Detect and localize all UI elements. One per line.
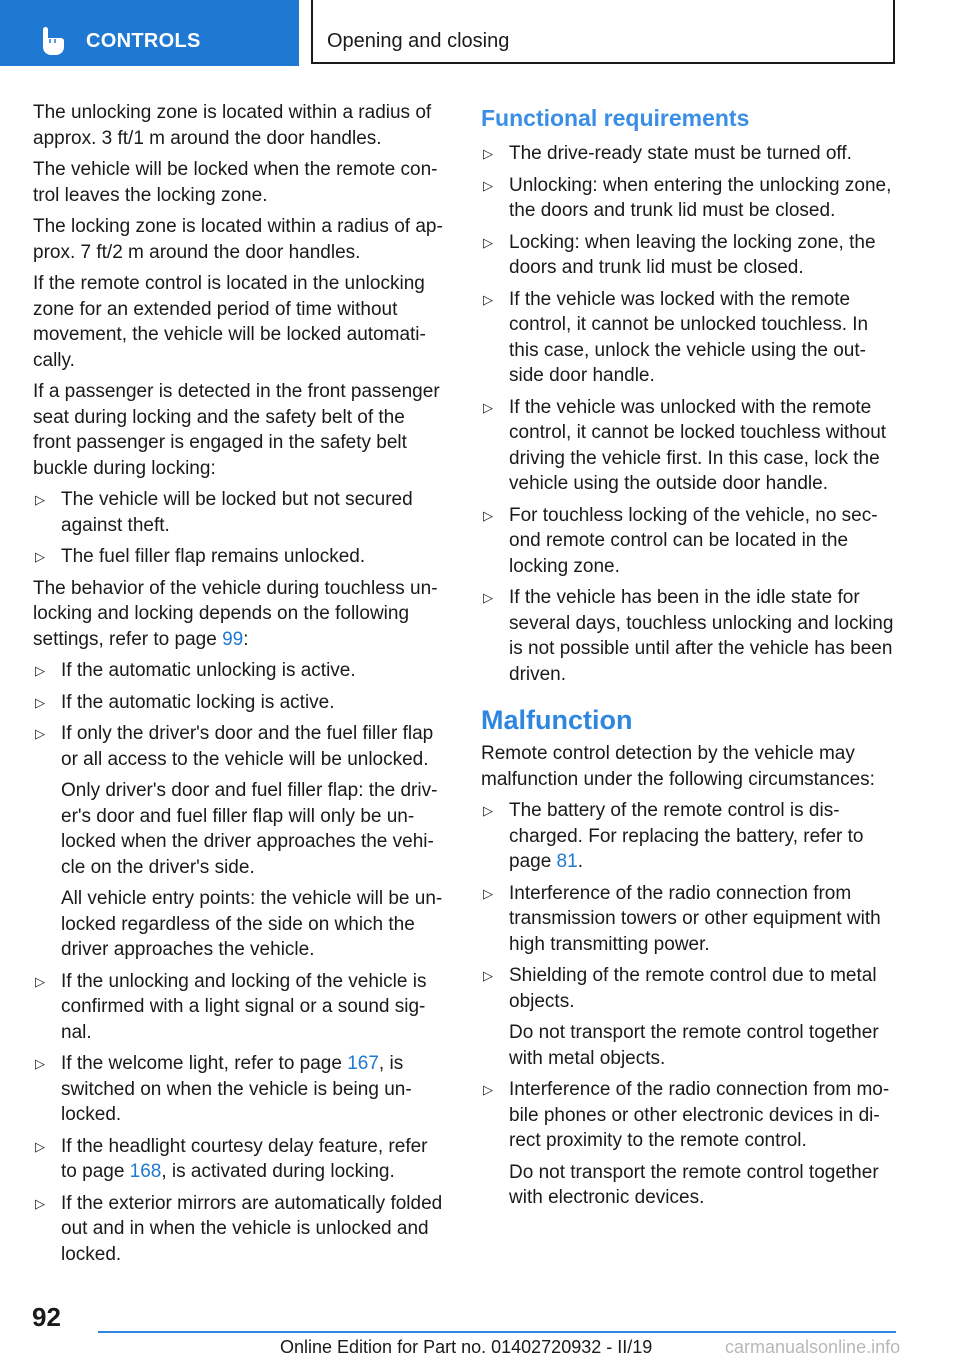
list-item-subtext: Only driver's door and fuel filler flap: the driv-er's door and fuel filler flap will only be un-locked when the driver approaches the vehi-cle on the driver's side. <box>61 780 438 878</box>
paragraph-text: The behavior of the vehicle during touchless un-locking and locking depends on the following settings, refer to page <box>33 577 438 650</box>
list-item <box>481 585 896 687</box>
page-link-99[interactable]: 99 <box>222 628 244 650</box>
list-item <box>481 173 896 224</box>
paragraph: Remote control detection by the vehicle may malfunction under the following circumstances: <box>481 743 875 790</box>
list-item-text: If the headlight courtesy delay feature, refer to page <box>61 1135 428 1182</box>
list-item <box>33 1191 445 1268</box>
triangle-bullet-icon: ▷ <box>35 549 45 564</box>
list-item-text: If the automatic unlocking is active. <box>61 660 356 681</box>
page-number: 92 <box>32 1302 61 1332</box>
list-item <box>33 658 445 684</box>
list-item <box>481 395 896 497</box>
triangle-bullet-icon: ▷ <box>35 1056 45 1071</box>
passenger-list <box>33 487 445 570</box>
hand-pointer-icon <box>40 27 64 55</box>
page-link-167[interactable]: 167 <box>347 1053 379 1074</box>
triangle-bullet-icon: ▷ <box>483 590 493 605</box>
triangle-bullet-icon: ▷ <box>483 146 493 161</box>
triangle-bullet-icon: ▷ <box>483 234 493 250</box>
list-item-subtext: Do not transport the remote control together with metal objects. <box>509 1022 879 1069</box>
edition-note: Online Edition for Part no. 01402720932 - II/19 <box>280 1337 653 1357</box>
triangle-bullet-icon: ▷ <box>35 694 45 710</box>
triangle-bullet-icon: ▷ <box>35 973 45 989</box>
functional-requirements-list <box>481 141 896 687</box>
watermark: carmanualsonline.info <box>725 1337 901 1357</box>
list-item-subtext: All vehicle entry points: the vehicle will be un-locked regardless of the side on which the driver approaches the vehicle. <box>61 888 443 960</box>
list-item-text: Interference of the radio connection from transmission towers or other equipment with high transmitting power. <box>509 882 881 955</box>
page-link-168[interactable]: 168 <box>129 1161 162 1182</box>
footer-rule <box>98 1331 896 1333</box>
malfunction-list <box>481 798 896 1211</box>
list-item-text: The vehicle will be locked but not secured against theft. <box>61 489 413 536</box>
list-item-text: The drive-ready state must be turned off. <box>509 143 852 164</box>
malfunction-heading: Malfunction <box>481 705 633 735</box>
list-item-text: If only the driver's door and the fuel filler flap or all access to the vehicle will be unlocked. <box>61 723 434 770</box>
paragraph: The unlocking zone is located within a radius of approx. 3 ft/1 m around the door handles. <box>33 102 432 149</box>
list-item-text: If the welcome light, refer to page <box>61 1053 348 1074</box>
paragraph-text: : <box>243 628 249 650</box>
list-item <box>481 230 896 281</box>
list-item <box>481 141 896 167</box>
paragraph: If the remote control is located in the unlocking zone for an extended period of time without movement, the vehicle will be locked automati-cally. <box>33 273 426 371</box>
list-item <box>481 798 896 875</box>
list-item-text: The battery of the remote control is dis-charged. For replacing the battery, refer to page <box>509 800 864 872</box>
section-tab <box>0 0 299 66</box>
triangle-bullet-icon: ▷ <box>483 177 493 193</box>
list-item-text: Interference of the radio connection from mo-bile phones or other electronic devices in di-rect proximity to the remote control. <box>509 1079 890 1151</box>
paragraph <box>33 576 445 653</box>
list-item-text: The fuel filler flap remains unlocked. <box>61 546 366 567</box>
page-link-81[interactable]: 81 <box>556 851 578 872</box>
list-item-text: , is switched on when the vehicle is being un-locked. <box>61 1053 412 1125</box>
list-item-subtext: Do not transport the remote control together with electronic devices. <box>509 1161 879 1208</box>
list-item <box>481 287 896 389</box>
list-item-text: If the exterior mirrors are automatically folded out and in when the vehicle is unlocked and locked. <box>61 1192 443 1265</box>
section-label: CONTROLS <box>86 30 201 52</box>
list-item-text: Locking: when leaving the locking zone, the doors and trunk lid must be closed. <box>509 231 876 278</box>
triangle-bullet-icon: ▷ <box>483 1082 493 1097</box>
triangle-bullet-icon: ▷ <box>483 803 493 818</box>
list-item-text: For touchless locking of the vehicle, no sec-ond remote control can be located in the locking zone. <box>509 504 878 577</box>
chapter-title: Opening and closing <box>327 30 510 52</box>
functional-requirements-heading: Functional requirements <box>481 105 750 131</box>
chapter-box <box>311 0 895 64</box>
right-column <box>481 100 896 1217</box>
triangle-bullet-icon: ▷ <box>35 726 45 741</box>
list-item <box>481 503 896 580</box>
paragraph: The vehicle will be locked when the remote con-trol leaves the locking zone. <box>33 159 438 206</box>
settings-list <box>33 658 445 1267</box>
triangle-bullet-icon: ▷ <box>483 968 493 983</box>
list-item <box>33 721 445 963</box>
triangle-bullet-icon: ▷ <box>483 291 493 307</box>
triangle-bullet-icon: ▷ <box>35 492 45 507</box>
list-item <box>481 1077 896 1211</box>
page-header <box>0 0 960 66</box>
list-item-text: If the vehicle was unlocked with the remote control, it cannot be locked touchless without driving the vehicle first. In this case, lock the vehicle using the outside door handle. <box>509 396 887 494</box>
triangle-bullet-icon: ▷ <box>35 1138 45 1154</box>
list-item-text: , is activated during locking. <box>161 1161 395 1182</box>
triangle-bullet-icon: ▷ <box>483 885 493 901</box>
list-item <box>481 881 896 958</box>
list-item <box>33 487 445 538</box>
list-item <box>481 963 896 1071</box>
paragraph: The locking zone is located within a radius of ap-prox. 7 ft/2 m around the door handles. <box>33 216 443 263</box>
left-column <box>33 100 445 1273</box>
list-item-text: Unlocking: when entering the unlocking zone, the doors and trunk lid must be closed. <box>509 174 892 221</box>
paragraph: If a passenger is detected in the front passenger seat during locking and the safety belt of the front passenger is engaged in the safety belt buckle during locking: <box>33 381 440 479</box>
triangle-bullet-icon: ▷ <box>35 663 45 678</box>
list-item-text: Shielding of the remote control due to metal objects. <box>509 965 877 1012</box>
list-item <box>33 690 445 716</box>
list-item-text: If the unlocking and locking of the vehicle is confirmed with a light signal or a sound sig-nal. <box>61 970 427 1043</box>
list-item <box>33 544 445 570</box>
list-item <box>33 969 445 1046</box>
triangle-bullet-icon: ▷ <box>483 399 493 415</box>
list-item-text: . <box>577 851 583 872</box>
list-item <box>33 1051 445 1128</box>
triangle-bullet-icon: ▷ <box>483 507 493 523</box>
list-item <box>33 1134 445 1185</box>
list-item-text: If the vehicle was locked with the remote control, it cannot be unlocked touchless. In this case, unlock the vehicle using the out-side door handle. <box>509 288 869 386</box>
list-item-text: If the automatic locking is active. <box>61 691 335 713</box>
triangle-bullet-icon: ▷ <box>35 1195 45 1211</box>
list-item-text: If the vehicle has been in the idle state for several days, touchless unlocking and locking is not possible until after the vehicle has been driven. <box>509 587 894 685</box>
